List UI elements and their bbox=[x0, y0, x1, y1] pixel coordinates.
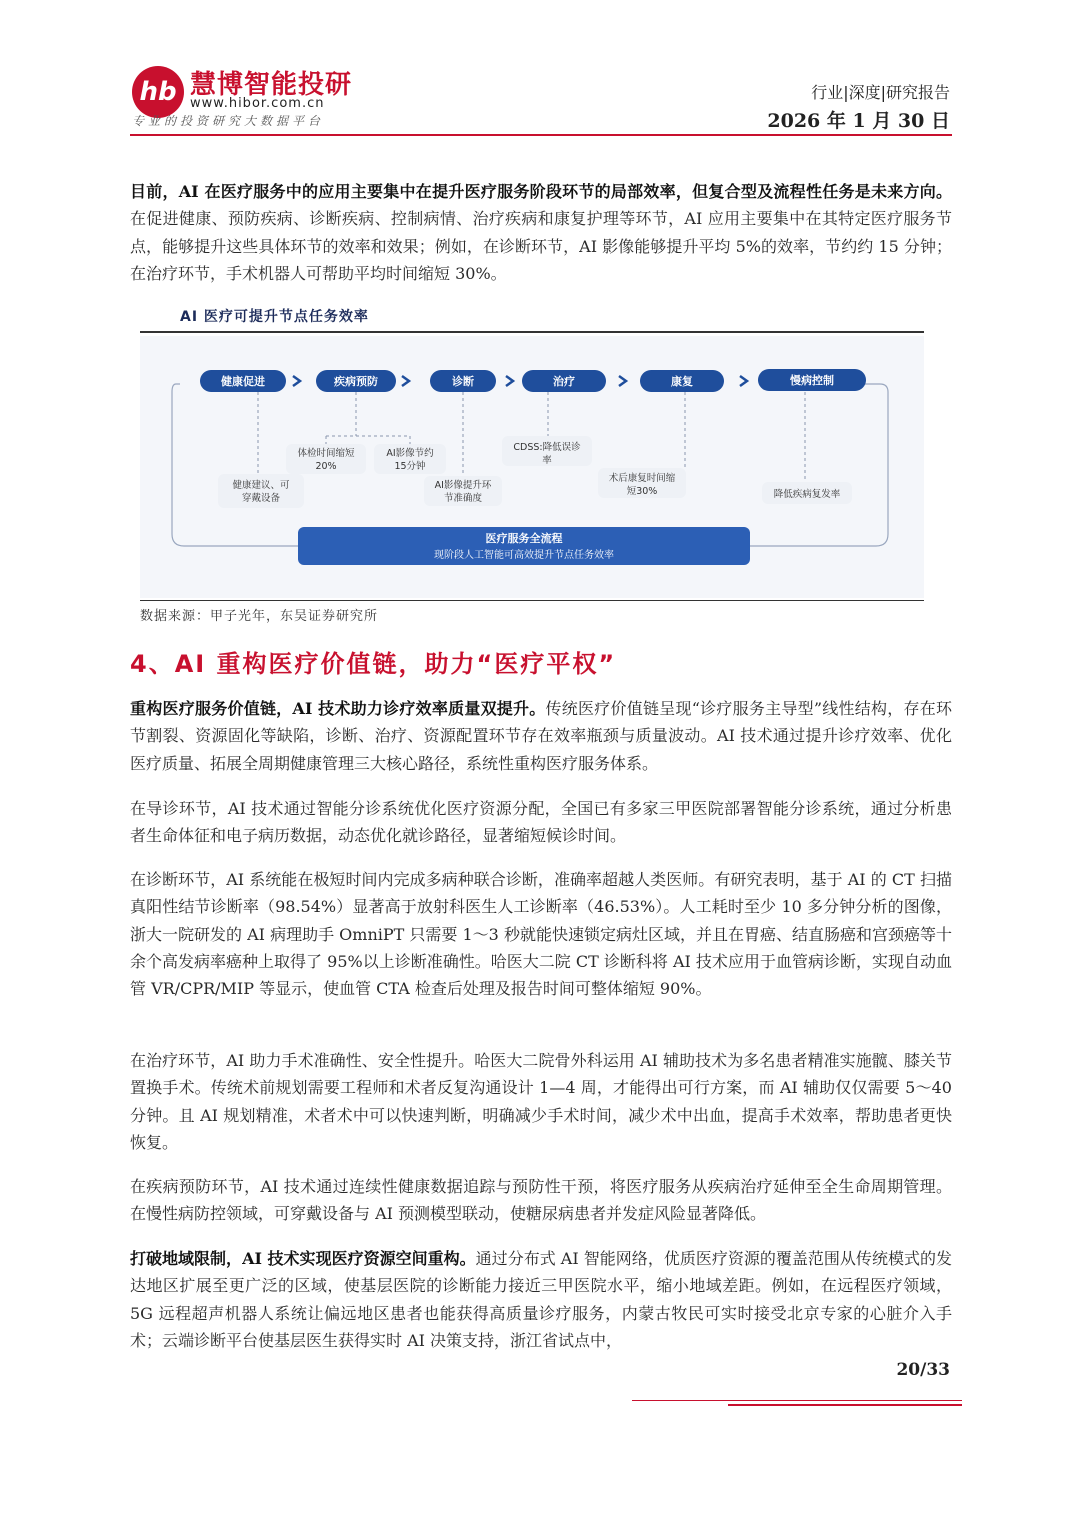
report-type: 行业|深度|研究报告 bbox=[811, 83, 950, 102]
annotation-ai-imaging-line1: AI影像节约 bbox=[386, 448, 434, 459]
full-process-bar-line1: 医疗服务全流程 bbox=[485, 532, 563, 545]
node-rehabilitation-label: 康复 bbox=[671, 375, 693, 388]
arrow-3 bbox=[506, 376, 513, 386]
annotation-diagnosis-line2: 节准确度 bbox=[443, 493, 483, 504]
annotation-diagnosis-line1: AI影像提升环 bbox=[434, 480, 492, 491]
logo-slogan: 专业的投资研究大数据平台 bbox=[132, 114, 325, 128]
logo-name: 慧博智能投研 bbox=[190, 70, 353, 100]
logo-url[interactable]: www.hibor.com.cn bbox=[190, 96, 325, 111]
paragraph-geography bbox=[130, 1245, 952, 1354]
paragraph-intro bbox=[130, 178, 952, 287]
paragraph-intro-lead: 目前，AI 在医疗服务中的应用主要集中在提升医疗服务阶段环节的局部效率，但复合型及流程性任务是未来方向。 bbox=[130, 182, 952, 201]
ai-medical-flow-diagram bbox=[140, 336, 924, 598]
annotation-ai-imaging bbox=[374, 444, 446, 474]
arrow-2 bbox=[402, 376, 409, 386]
figure-title: AI 医疗可提升节点任务效率 bbox=[180, 309, 369, 325]
annotation-chronic-text: 降低疾病复发率 bbox=[773, 489, 841, 500]
report-date: 2026 年 1 月 30 日 bbox=[767, 110, 950, 132]
footer-rule-thick bbox=[728, 1404, 962, 1406]
node-disease-prevention-label: 疾病预防 bbox=[334, 375, 378, 388]
node-disease-prevention bbox=[316, 370, 396, 392]
paragraph-triage: 在导诊环节，AI 技术通过智能分诊系统优化医疗资源分配，全国已有多家三甲医院部署智能分诊系统，通过分析患者生命体征和电子病历数据，动态优化就诊路径，显著缩短候诊时间。 bbox=[130, 799, 952, 846]
paragraph-diagnosis: 在诊断环节，AI 系统能在极短时间内完成多病种联合诊断，准确率超越人类医师。有研究表明，基于 AI 的 CT 扫描真阳性结节诊断率（98.54%）显著高于放射科医生人工诊断率（46.53%）。人工耗时至少 10 多分钟分析的图像，浙大一院研发的 AI 病理助手 OmniPT 只需要 1～3 秒就能快速锁定病灶区域，并且在胃癌、结直肠癌和宫颈癌等十余个高发病率癌种上取得了 95%以上诊断准确性。哈医大二院 CT 诊断科将 AI 技术应用于血管病诊断，实现自动血管 VR/CPR/MIP 等显示，使血管 CTA 检查后处理及报告时间可整体缩短 90%。 bbox=[130, 870, 952, 999]
figure-top-rule bbox=[140, 331, 924, 333]
footer-rule-thin bbox=[632, 1400, 962, 1401]
page-number: 20/33 bbox=[896, 1360, 950, 1380]
paragraph-geography-lead: 打破地域限制，AI 技术实现医疗资源空间重构。 bbox=[130, 1249, 476, 1268]
full-process-bar-line2: 现阶段人工智能可高效提升节点任务效率 bbox=[434, 550, 614, 561]
annotation-prevent-line2: 20% bbox=[315, 461, 337, 472]
header-divider bbox=[130, 134, 952, 136]
annotation-prevent-line1: 体检时间缩短 bbox=[297, 448, 355, 459]
annotation-health-line2: 穿戴设备 bbox=[241, 493, 281, 504]
annotation-prevent bbox=[286, 444, 366, 474]
paragraph-geography-body: 通过分布式 AI 智能网络，优质医疗资源的覆盖范围从传统模式的发达地区扩展至更广泛的区域，使基层医院的诊断能力接近三甲医院水平，缩小地域差距。例如，在远程医疗领域，5G 远程超声机器人系统让偏远地区患者也能获得高质量诊疗服务，内蒙古牧民可实时接受北京专家的心脏介入手术；云端诊断平台使基层医生获得实时 AI 决策支持，浙江省试点中， bbox=[130, 1249, 952, 1350]
figure-source: 数据来源：甲子光年，东吴证券研究所 bbox=[140, 609, 379, 624]
annotation-health bbox=[218, 474, 304, 508]
paragraph-value-chain-lead: 重构医疗服务价值链，AI 技术助力诊疗效率质量双提升。 bbox=[130, 699, 546, 718]
node-rehabilitation bbox=[640, 370, 724, 392]
arrow-4 bbox=[619, 376, 626, 386]
node-diagnosis-label: 诊断 bbox=[452, 375, 474, 388]
annotation-cdss bbox=[502, 436, 592, 466]
arrow-1 bbox=[293, 376, 300, 386]
paragraph-treatment: 在治疗环节，AI 助力手术准确性、安全性提升。哈医大二院骨外科运用 AI 辅助技术为多名患者精准实施髋、膝关节置换手术。传统术前规划需要工程师和术者反复沟通设计 1—4 周，才能得出可行方案，而 AI 辅助仅仅需要 5～40 分钟。且 AI 规划精准，术者术中可以快速判断，明确减少手术时间，减少术中出血，提高手术效率，帮助患者更快恢复。 bbox=[130, 1051, 952, 1152]
node-treatment-label: 治疗 bbox=[553, 375, 575, 388]
node-health-promotion-label: 健康促进 bbox=[221, 375, 265, 388]
section-title: 4、AI 重构医疗价值链，助力“医疗平权” bbox=[130, 650, 617, 678]
node-chronic-control-label: 慢病控制 bbox=[790, 374, 834, 387]
arrow-5 bbox=[740, 376, 747, 386]
logo-icon: hb bbox=[132, 66, 184, 118]
annotation-rehab-line1: 术后康复时间缩 bbox=[608, 473, 676, 484]
annotation-diagnosis bbox=[424, 476, 502, 506]
paragraph-prevention: 在疾病预防环节，AI 技术通过连续性健康数据追踪与预防性干预，将医疗服务从疾病治疗延伸至全生命周期管理。在慢性病防控领域，可穿戴设备与 AI 预测模型联动，使糖尿病患者并发症风险显著降低。 bbox=[130, 1177, 952, 1224]
paragraph-intro-body: 在促进健康、预防疾病、诊断疾病、控制病情、治疗疾病和康复护理等环节，AI 应用主要集中在其特定医疗服务节点，能够提升这些具体环节的效率和效果；例如，在诊断环节，AI 影像能够提升平均 5%的效率，节约约 15 分钟；在治疗环节，手术机器人可帮助平均时间缩短 30%。 bbox=[130, 209, 952, 283]
annotation-rehab-line2: 短30% bbox=[626, 486, 658, 497]
annotation-cdss-line1: CDSS:降低误诊 bbox=[513, 442, 581, 453]
paragraph-value-chain-body: 传统医疗价值链呈现“诊疗服务主导型”线性结构，存在环节割裂、资源固化等缺陷，诊断、治疗、资源配置环节存在效率瓶颈与质量波动。AI 技术通过提升诊疗效率、优化医疗质量、拓展全周期健康管理三大核心路径，系统性重构医疗服务体系。 bbox=[130, 699, 952, 773]
node-treatment bbox=[522, 370, 606, 392]
annotation-rehab bbox=[598, 468, 686, 498]
figure-bottom-rule bbox=[140, 600, 924, 601]
annotation-health-line1: 健康建议、可 bbox=[232, 480, 290, 491]
node-health-promotion bbox=[200, 370, 286, 392]
paragraph-value-chain bbox=[130, 695, 952, 777]
node-diagnosis bbox=[430, 370, 496, 392]
annotation-cdss-line2: 率 bbox=[542, 455, 552, 466]
annotation-chronic bbox=[762, 482, 852, 504]
full-process-bar bbox=[298, 527, 750, 565]
node-chronic-control bbox=[758, 369, 866, 391]
annotation-ai-imaging-line2: 15分钟 bbox=[394, 461, 426, 472]
